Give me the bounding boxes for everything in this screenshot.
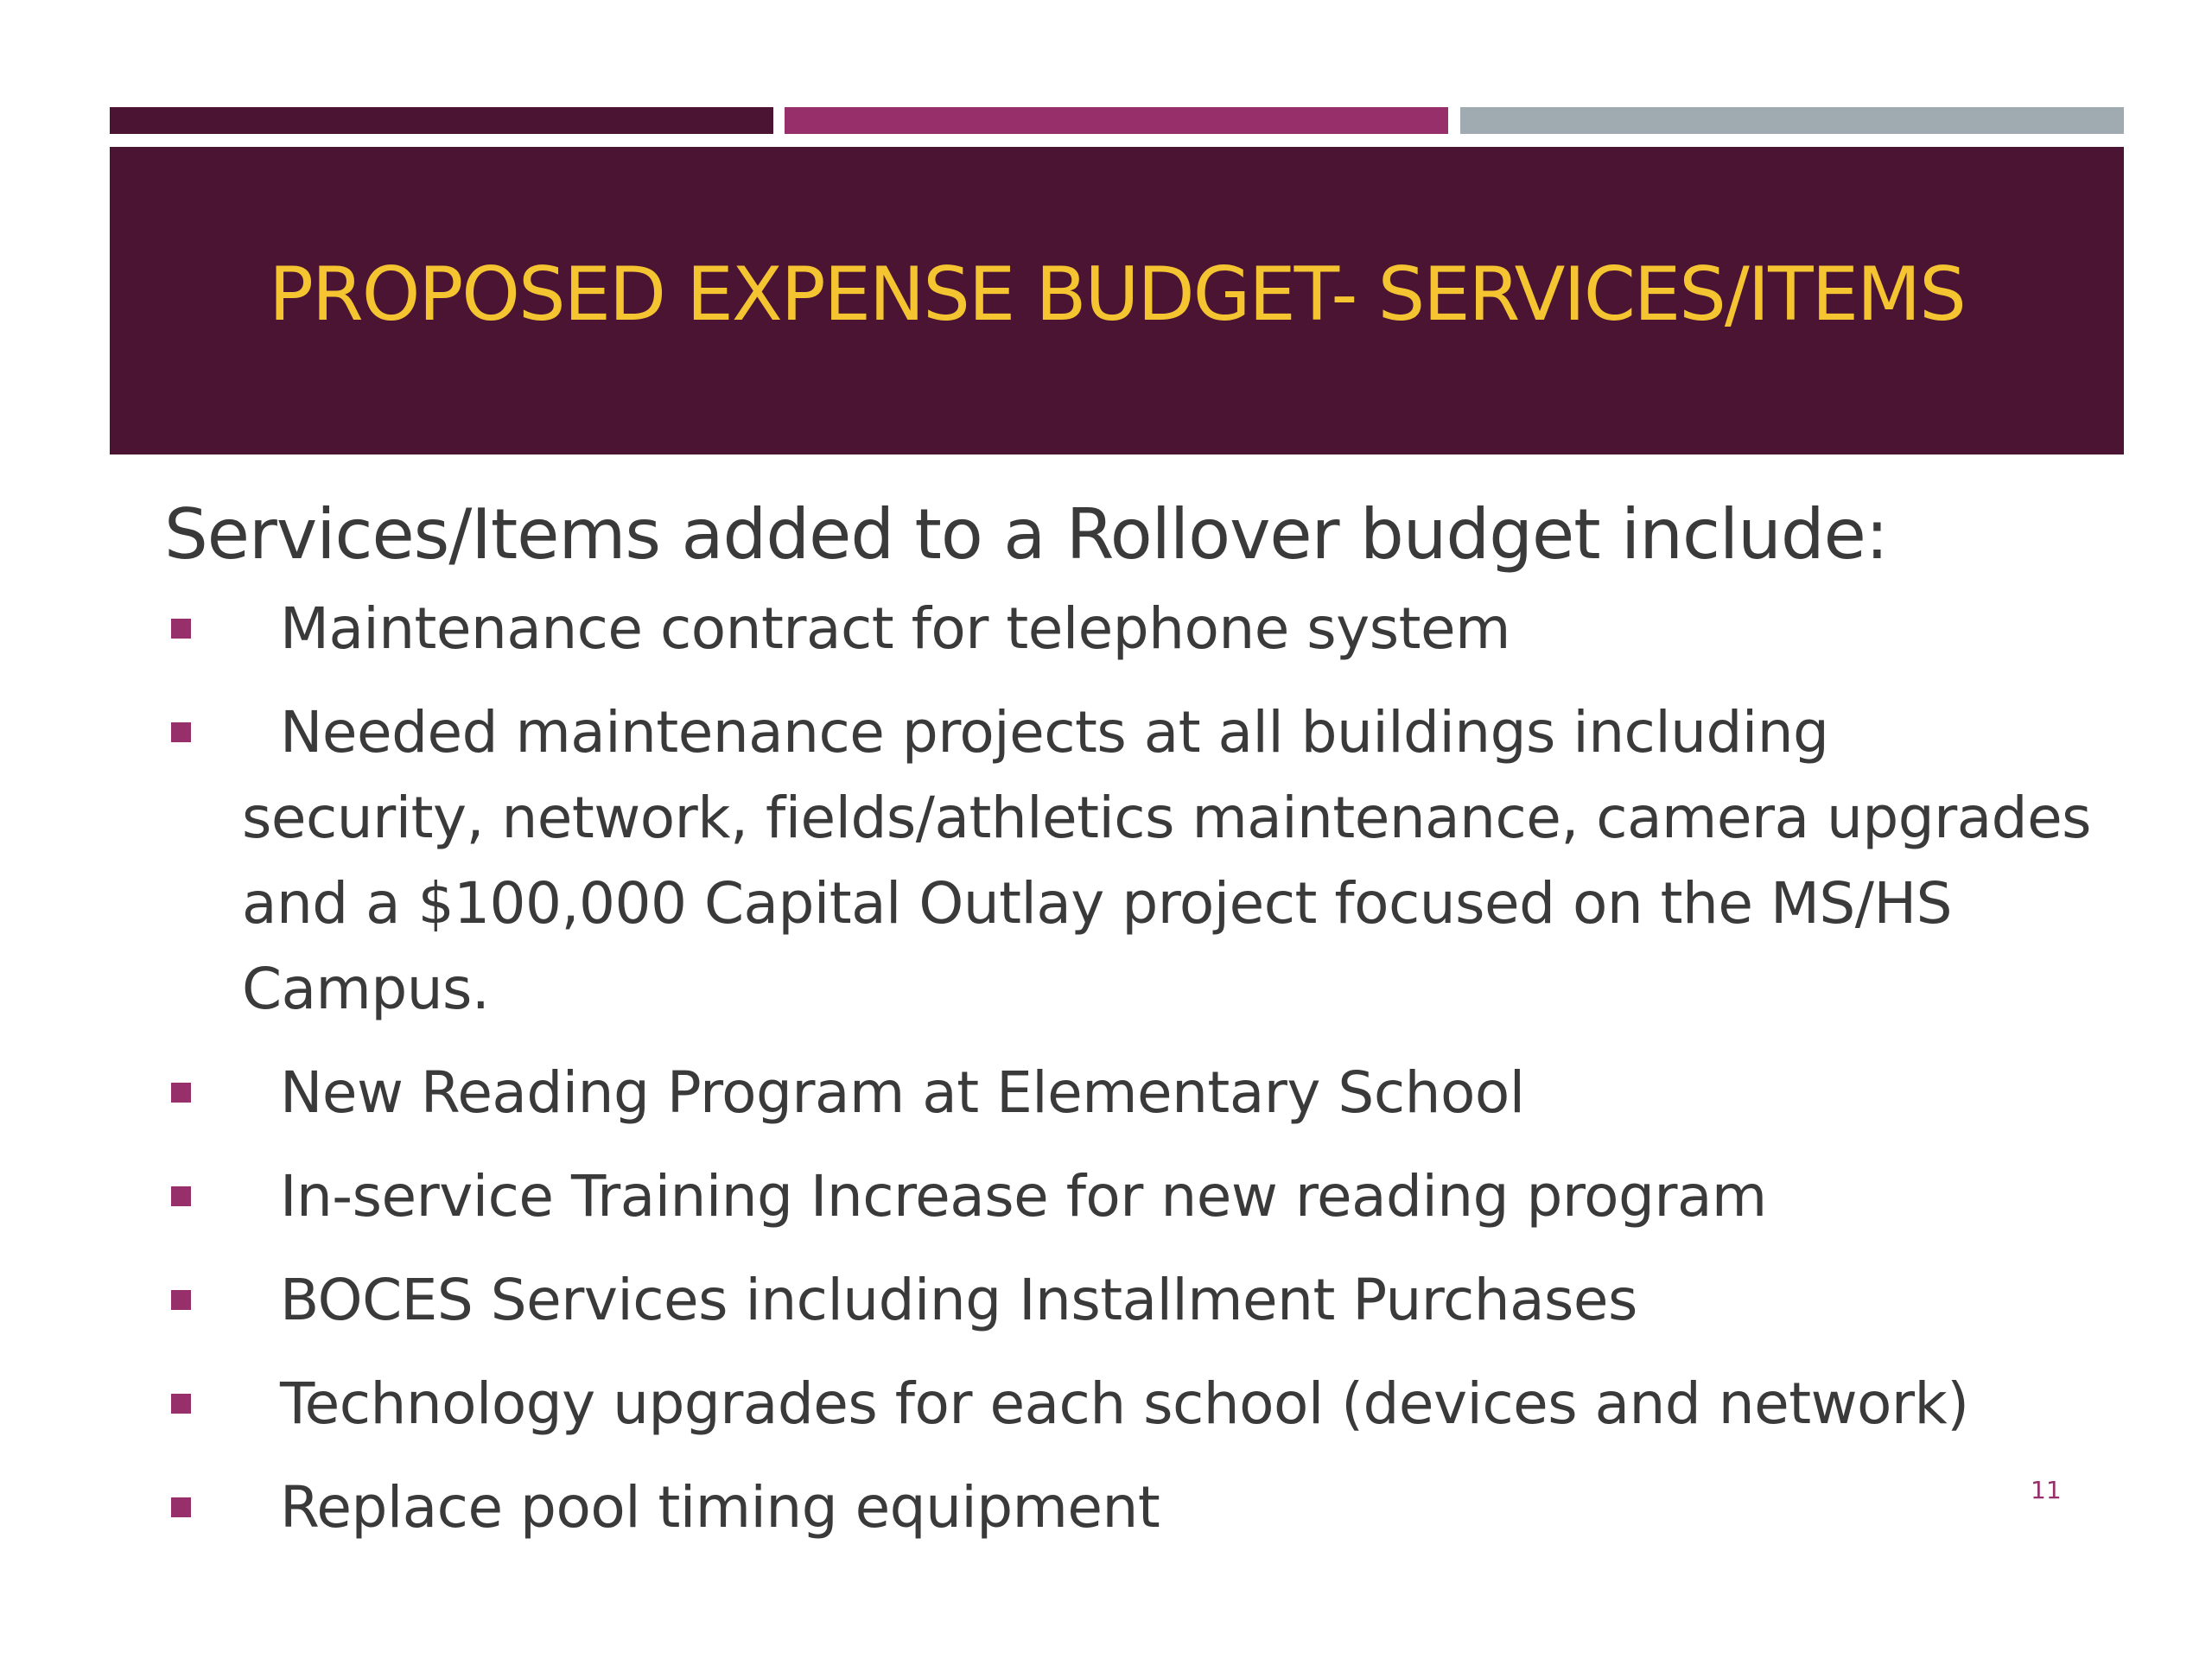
bullet-line: Needed maintenance projects at all buildings including bbox=[280, 699, 1829, 766]
square-bullet-icon bbox=[171, 1497, 191, 1517]
bullet-item bbox=[164, 1361, 2091, 1446]
bullet-line: New Reading Program at Elementary School bbox=[280, 1059, 1525, 1126]
bullet-line: and a $100,000 Capital Outlay project focused on the MS/HS bbox=[242, 870, 1953, 937]
square-bullet-icon bbox=[171, 619, 191, 639]
slide-title: PROPOSED EXPENSE BUDGET- SERVICES/ITEMS bbox=[269, 251, 1965, 338]
bullet-line: Maintenance contract for telephone system bbox=[280, 595, 1510, 662]
bullet-item bbox=[164, 1154, 2091, 1239]
bullet-item bbox=[164, 690, 2091, 1032]
bullet-item bbox=[164, 1465, 2091, 1550]
square-bullet-icon bbox=[171, 1290, 191, 1310]
bullet-item bbox=[164, 586, 2091, 671]
bullet-item bbox=[164, 1257, 2091, 1343]
bullet-line: Campus. bbox=[242, 956, 490, 1022]
page-number: 11 bbox=[2031, 1476, 2062, 1504]
accent-bar-gray bbox=[1460, 107, 2124, 134]
bullet-line: In-service Training Increase for new reading program bbox=[280, 1163, 1767, 1230]
bullet-line: Technology upgrades for each school (devices and network) bbox=[280, 1370, 1969, 1437]
bullet-line: Replace pool timing equipment bbox=[280, 1474, 1160, 1541]
bullet-line: BOCES Services including Installment Purchases bbox=[280, 1267, 1637, 1333]
accent-bar-magenta bbox=[785, 107, 1448, 134]
bullet-list bbox=[164, 586, 2091, 1550]
square-bullet-icon bbox=[171, 722, 191, 742]
intro-text: Services/Items added to a Rollover budget include: bbox=[164, 494, 1888, 575]
square-bullet-icon bbox=[171, 1083, 191, 1103]
bullet-item bbox=[164, 1050, 2091, 1135]
bullet-line: security, network, fields/athletics maintenance, camera upgrades bbox=[242, 785, 2092, 851]
square-bullet-icon bbox=[171, 1186, 191, 1206]
accent-bar-dark bbox=[110, 107, 773, 134]
slide-content bbox=[164, 484, 2091, 1568]
title-band bbox=[110, 147, 2124, 454]
square-bullet-icon bbox=[171, 1394, 191, 1414]
